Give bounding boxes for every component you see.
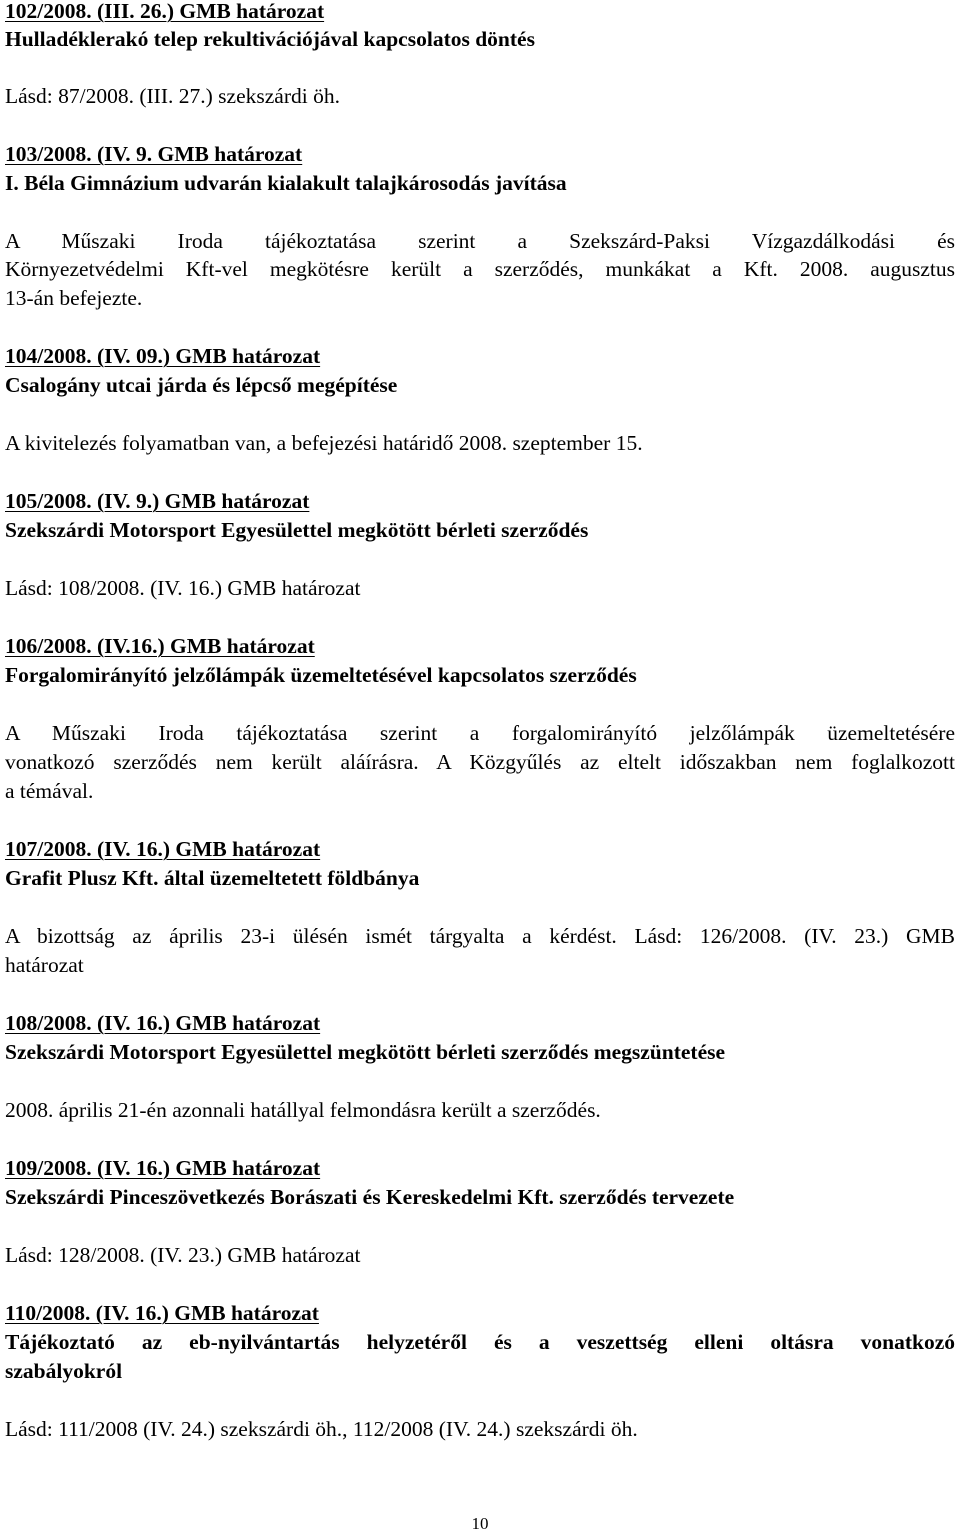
resolution-body-107-line-1: A bizottság az április 23-i ülésén ismét tárgyalta a kérdést. Lásd: 126/2008. (IV. 23.) GMB [5, 924, 955, 948]
resolution-body-110: Lásd: 111/2008 (IV. 24.) szekszárdi öh., 112/2008 (IV. 24.) szekszárdi öh. [5, 1417, 638, 1441]
resolution-title-108: Szekszárdi Motorsport Egyesülettel megkötött bérleti szerződés megszüntetése [5, 1040, 726, 1064]
resolution-ref-110: 110/2008. (IV. 16.) GMB határozat [5, 1301, 319, 1325]
resolution-ref-107: 107/2008. (IV. 16.) GMB határozat [5, 837, 321, 861]
resolution-body-107-line-2: határozat [5, 953, 84, 977]
resolution-ref-104: 104/2008. (IV. 09.) GMB határozat [5, 344, 321, 368]
resolution-body-106-line-3: a témával. [5, 779, 94, 803]
resolution-ref-108: 108/2008. (IV. 16.) GMB határozat [5, 1011, 321, 1035]
resolution-body-109: Lásd: 128/2008. (IV. 23.) GMB határozat [5, 1243, 361, 1267]
resolution-body-103-line-1: A Műszaki Iroda tájékoztatása szerint a Szekszárd-Paksi Vízgazdálkodási és [5, 229, 955, 253]
resolution-title-107: Grafit Plusz Kft. által üzemeltetett földbánya [5, 866, 420, 890]
resolution-ref-105: 105/2008. (IV. 9.) GMB határozat [5, 489, 310, 513]
resolution-body-103-line-2: Környezetvédelmi Kft-vel megkötésre került a szerződés, munkákat a Kft. 2008. augusztus [5, 257, 955, 281]
resolution-title-110-line-2: szabályokról [5, 1359, 123, 1383]
resolution-body-106-line-1: A Műszaki Iroda tájékoztatása szerint a forgalomirányító jelzőlámpák üzemeltetésére [5, 721, 955, 745]
page-number: 10 [471, 1514, 489, 1533]
resolution-body-105: Lásd: 108/2008. (IV. 16.) GMB határozat [5, 576, 361, 600]
resolution-ref-103: 103/2008. (IV. 9. GMB határozat [5, 142, 303, 166]
resolution-ref-106: 106/2008. (IV.16.) GMB határozat [5, 634, 315, 658]
resolution-body-108: 2008. április 21-én azonnali hatállyal felmondásra került a szerződés. [5, 1098, 601, 1122]
resolution-title-110-line-1: Tájékoztató az eb-nyilvántartás helyzetéről és a veszettség elleni oltásra vonatkozó [5, 1330, 955, 1354]
resolution-ref-109: 109/2008. (IV. 16.) GMB határozat [5, 1156, 321, 1180]
resolution-body-106-line-2: vonatkozó szerződés nem került aláírásra. A Közgyűlés az eltelt időszakban nem foglalkozott [5, 750, 955, 774]
resolution-title-106: Forgalomirányító jelzőlámpák üzemeltetésével kapcsolatos szerződés [5, 663, 637, 687]
resolution-ref-102: 102/2008. (III. 26.) GMB határozat [5, 0, 325, 23]
resolution-title-103: I. Béla Gimnázium udvarán kialakult talajkárosodás javítása [5, 171, 567, 195]
resolution-body-104: A kivitelezés folyamatban van, a befejezési határidő 2008. szeptember 15. [5, 431, 643, 455]
resolution-title-105: Szekszárdi Motorsport Egyesülettel megkötött bérleti szerződés [5, 518, 589, 542]
resolution-body-103-line-3: 13-án befejezte. [5, 286, 143, 310]
resolution-title-104: Csalogány utcai járda és lépcső megépítése [5, 373, 398, 397]
resolution-body-102: Lásd: 87/2008. (III. 27.) szekszárdi öh. [5, 84, 340, 108]
resolution-title-102: Hulladéklerakó telep rekultivációjával kapcsolatos döntés [5, 27, 535, 51]
resolution-title-109: Szekszárdi Pinceszövetkezés Borászati és Kereskedelmi Kft. szerződés tervezete [5, 1185, 735, 1209]
